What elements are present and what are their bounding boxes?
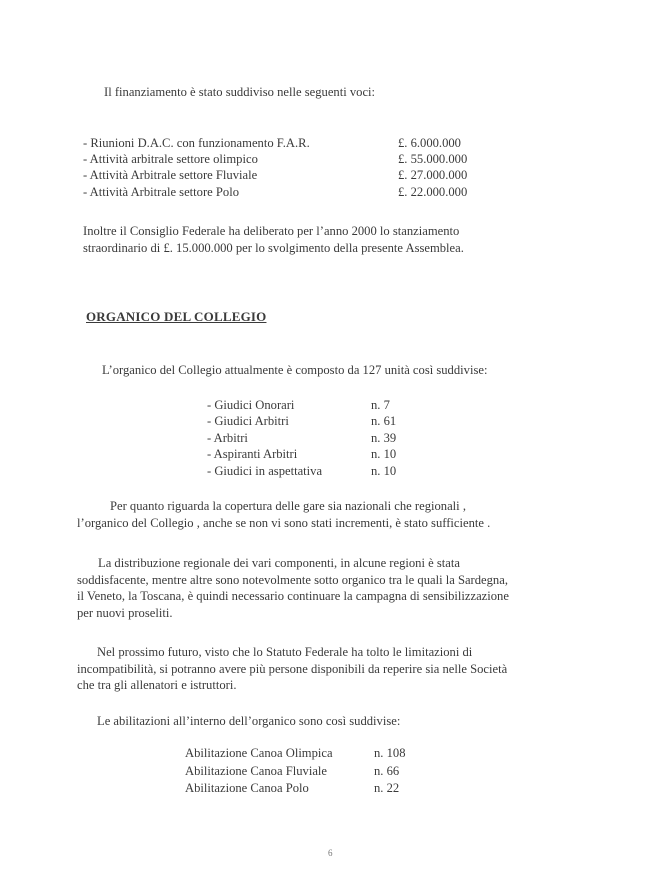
abilitazione-count: n. 22 (374, 781, 400, 795)
copertura-paragraph (77, 498, 490, 531)
funding-item (83, 185, 239, 200)
abilitazione-label: Abilitazione Canoa Polo (185, 781, 309, 795)
paragraph-line: Per quanto riguarda la copertura delle gare sia nazionali che regionali , (110, 499, 466, 513)
organico-item-count: n. 10 (371, 464, 397, 478)
paragraph-line: Inoltre il Consiglio Federale ha deliberato per l’anno 2000 lo stanziamento (83, 224, 460, 238)
funding-item (83, 152, 258, 167)
organico-intro: L’organico del Collegio attualmente è composto da 127 unità così suddivise: (102, 363, 488, 377)
paragraph-line: incompatibilità, si potranno avere più persone disponibili da reperire sia nelle Società (77, 661, 508, 676)
paragraph-line: il Veneto, la Toscana, è quindi necessario continuare la campagna di sensibilizzazione (77, 589, 509, 603)
paragraph-line: soddisfacente, mentre altre sono notevolmente sotto organico tra le quali la Sardegna, (77, 572, 508, 587)
abilitazione-count: n. 66 (374, 764, 400, 778)
paragraph-line: l’organico del Collegio , anche se non vi sono stati incrementi, è stato sufficiente . (77, 515, 491, 530)
abilitazione-label: Abilitazione Canoa Olimpica (185, 746, 333, 760)
organico-item-label: - Giudici Arbitri (207, 414, 289, 428)
funding-extra-paragraph (83, 223, 464, 256)
organico-item-label: - Aspiranti Arbitri (207, 447, 298, 461)
funding-item (83, 136, 310, 151)
funding-item (83, 168, 257, 183)
organico-item-count: n. 61 (371, 414, 397, 428)
funding-item-amount: £. 55.000.000 (398, 152, 468, 166)
funding-item-label: - Attività arbitrale settore olimpico (83, 152, 258, 166)
organico-item-count: n. 10 (371, 447, 397, 461)
paragraph-line: Nel prossimo futuro, visto che lo Statuto Federale ha tolto le limitazioni di (97, 645, 473, 659)
section-title: ORGANICO DEL COLLEGIO (86, 309, 267, 324)
organico-item-count: n. 7 (371, 398, 390, 412)
funding-item-amount: £. 22.000.000 (398, 185, 468, 199)
paragraph-line: che tra gli allenatori e istruttori. (77, 678, 237, 692)
funding-item-amount: £. 27.000.000 (398, 168, 468, 182)
funding-item-label: - Attività Arbitrale settore Polo (83, 185, 239, 199)
organico-item-count: n. 39 (371, 431, 397, 445)
funding-item-label: - Riunioni D.A.C. con funzionamento F.A.R. (83, 136, 310, 150)
abilitazioni-intro: Le abilitazioni all’interno dell’organico sono così suddivise: (97, 714, 401, 728)
paragraph-line: La distribuzione regionale dei vari componenti, in alcune regioni è stata (98, 556, 460, 570)
organico-item-label: - Arbitri (207, 431, 248, 445)
organico-item-label: - Giudici in aspettativa (207, 464, 323, 478)
funding-item-label: - Attività Arbitrale settore Fluviale (83, 168, 258, 182)
paragraph-line: per nuovi proseliti. (77, 605, 173, 620)
futuro-paragraph (77, 644, 507, 694)
paragraph-line: straordinario di £. 15.000.000 per lo svolgimento della presente Assemblea. (83, 240, 464, 255)
organico-item-label: - Giudici Onorari (207, 398, 295, 412)
abilitazione-label: Abilitazione Canoa Fluviale (185, 764, 327, 778)
funding-item-amount: £. 6.000.000 (398, 136, 461, 150)
page-number: 6 (328, 848, 333, 858)
distribuzione-paragraph (77, 555, 509, 621)
abilitazione-count: n. 108 (374, 746, 406, 760)
funding-intro: Il finanziamento è stato suddiviso nelle seguenti voci: (104, 85, 376, 99)
